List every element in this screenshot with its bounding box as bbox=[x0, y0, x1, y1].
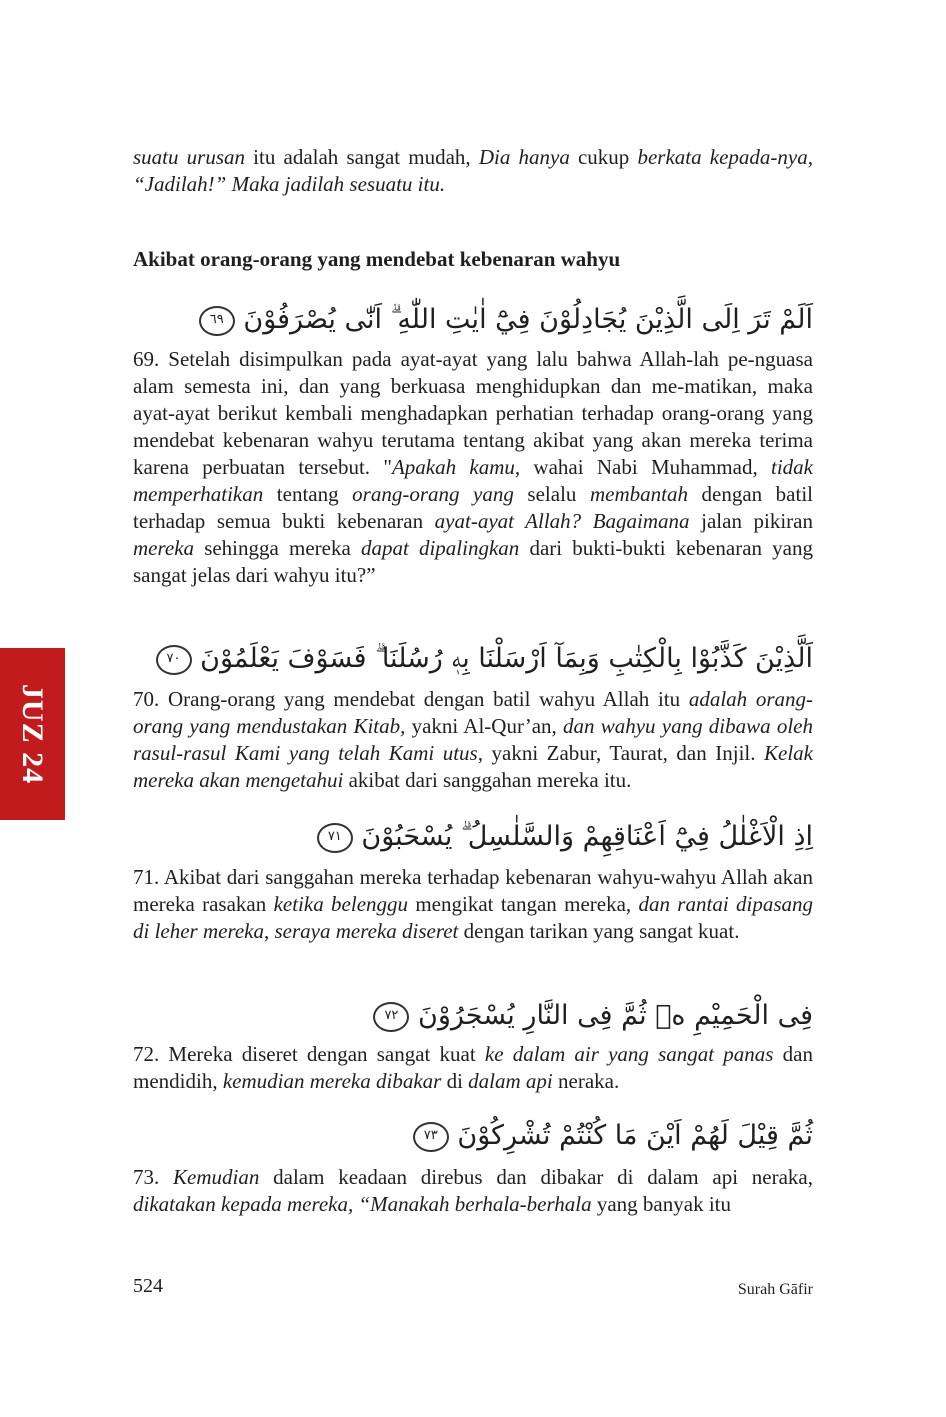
text-run: tidak memperhatikan bbox=[133, 455, 813, 506]
ayah-number-icon: ٧١ bbox=[317, 823, 353, 853]
translation-71 bbox=[133, 864, 813, 945]
translation-73 bbox=[133, 1164, 813, 1218]
text-run: yang banyak itu bbox=[591, 1192, 731, 1216]
text-run: dikatakan kepada mereka, “Manakah berhala-berhala bbox=[133, 1192, 592, 1216]
verse-text: اَلَمْ تَرَ اِلَى الَّذِيْنَ يُجَادِلُوْنَ فِيْٓ اٰيٰتِ اللّٰهِ ۗ اَنّٰى يُصْرَفُوْنَ bbox=[243, 304, 813, 335]
text-run: mengikat tangan mereka, bbox=[408, 892, 639, 916]
text-run: dapat dipalingkan bbox=[360, 536, 520, 560]
text-run: Apakah kamu, bbox=[391, 455, 521, 479]
text-run: Kelak mereka akan mengetahui bbox=[133, 741, 813, 792]
translation-70 bbox=[133, 686, 813, 794]
text-run: dalam api bbox=[468, 1069, 553, 1093]
ayah-number-icon: ٦٩ bbox=[199, 306, 235, 336]
text-run: dan rantai dipasang di leher mereka, seraya mereka diseret bbox=[133, 892, 813, 943]
juz-label: JUZ 24 bbox=[16, 683, 50, 785]
text-run: 69. Setelah disimpulkan pada ayat-ayat yang lalu bahwa Allah-lah pe-nguasa alam semesta ini, dan yang berkuasa menghidupkan dan me-matikan, maka ayat-ayat berikut kembali menghadapkan perhatian terhadap orang-orang yang mendebat kebenaran wahyu terutama tentang akibat yang akan mereka terima karena perbuatan tersebut. " bbox=[133, 347, 813, 479]
text-run: dengan batil terhadap semua bukti kebenaran bbox=[133, 482, 814, 533]
text-run: sehingga mereka bbox=[194, 536, 361, 560]
text-run: selalu bbox=[513, 482, 590, 506]
verse-69-arabic bbox=[133, 298, 813, 342]
text-run: 72. Mereka diseret dengan sangat kuat bbox=[133, 1042, 485, 1066]
text-run: neraka. bbox=[552, 1069, 620, 1093]
text-run: wahai Nabi Muhammad, bbox=[520, 455, 771, 479]
intro-paragraph bbox=[133, 144, 813, 198]
verse-72-arabic bbox=[133, 994, 813, 1038]
text-run: yakni Zabur, Taurat, dan Injil. bbox=[482, 741, 765, 765]
text-run: kemudian mereka dibakar bbox=[222, 1069, 442, 1093]
page-number: 524 bbox=[133, 1275, 163, 1297]
text-run: orang-orang yang bbox=[352, 482, 514, 506]
verse-70-arabic bbox=[133, 637, 813, 681]
text-run: dari bukti-bukti kebenaran yang sangat jelas dari wahyu itu?” bbox=[133, 536, 813, 587]
juz-tab bbox=[0, 648, 65, 820]
intro-text: cukup bbox=[569, 145, 638, 169]
text-run: ke dalam air yang sangat panas bbox=[484, 1042, 774, 1066]
verse-text: اِذِ الْاَغْلٰلُ فِيْٓ اَعْنَاقِهِمْ وَالسَّلٰسِلُ ۗ يُسْحَبُوْنَ bbox=[361, 821, 813, 852]
text-run: dengan tarikan yang sangat kuat. bbox=[458, 919, 740, 943]
verse-71-arabic bbox=[133, 815, 813, 859]
text-run: 70. Orang-orang yang mendebat dengan batil wahyu Allah itu bbox=[133, 687, 689, 711]
text-run: dan mendidih, bbox=[133, 1042, 813, 1093]
text-run: adalah orang-orang yang mendustakan Kitab, bbox=[133, 687, 814, 738]
text-run: tentang bbox=[263, 482, 353, 506]
text-run: akibat dari sanggahan mereka itu. bbox=[343, 768, 632, 792]
text-run: 71. Akibat dari sanggahan mereka terhadap kebenaran wahyu-wahyu Allah akan mereka rasakan bbox=[133, 865, 813, 916]
intro-italic: suatu urusan bbox=[133, 145, 246, 169]
text-run: jalan pikiran bbox=[689, 509, 813, 533]
text-run: ayat-ayat Allah? Bagaimana bbox=[434, 509, 690, 533]
intro-italic: berkata kepada-nya, “Jadilah!” Maka jadilah sesuatu itu. bbox=[133, 145, 813, 196]
text-run: dalam keadaan direbus dan dibakar di dalam api neraka, bbox=[259, 1165, 814, 1189]
intro-text: itu adalah sangat mudah, bbox=[245, 145, 479, 169]
text-run: ketika belenggu bbox=[273, 892, 409, 916]
surah-name: Surah Gāfir bbox=[737, 1281, 813, 1298]
section-heading: Akibat orang-orang yang mendebat kebenaran wahyu bbox=[133, 247, 621, 271]
text-run: di bbox=[441, 1069, 469, 1093]
translation-69 bbox=[133, 346, 813, 589]
verse-text: ثُمَّ قِيْلَ لَهُمْ اَيْنَ مَا كُنْتُمْ تُشْرِكُوْنَ bbox=[457, 1120, 813, 1151]
text-run: membantah bbox=[589, 482, 688, 506]
text-run: Kemudian bbox=[173, 1165, 260, 1189]
intro-italic: Dia hanya bbox=[478, 145, 570, 169]
ayah-number-icon: ٧٢ bbox=[373, 1002, 409, 1032]
verse-text: فِى الْحَمِيْمِ ەۙ ثُمَّ فِى النَّارِ يُسْجَرُوْنَ bbox=[418, 1000, 813, 1031]
ayah-number-icon: ٧٣ bbox=[413, 1122, 449, 1152]
text-run: dan wahyu yang dibawa oleh rasul-rasul Kami yang telah Kami utus, bbox=[133, 714, 813, 765]
translation-72 bbox=[133, 1041, 813, 1095]
ayah-number-icon: ٧٠ bbox=[156, 645, 192, 675]
text-run: yakni Al-Qur’an, bbox=[405, 714, 563, 738]
text-run: mereka bbox=[133, 536, 195, 560]
text-run: 73. bbox=[133, 1165, 174, 1189]
verse-text: اَلَّذِيْنَ كَذَّبُوْا بِالْكِتٰبِ وَبِمَآ اَرْسَلْنَا بِهٖ رُسُلَنَا ۗ فَسَوْفَ يَعْلَمُوْنَ bbox=[200, 643, 813, 674]
verse-73-arabic bbox=[133, 1114, 813, 1158]
